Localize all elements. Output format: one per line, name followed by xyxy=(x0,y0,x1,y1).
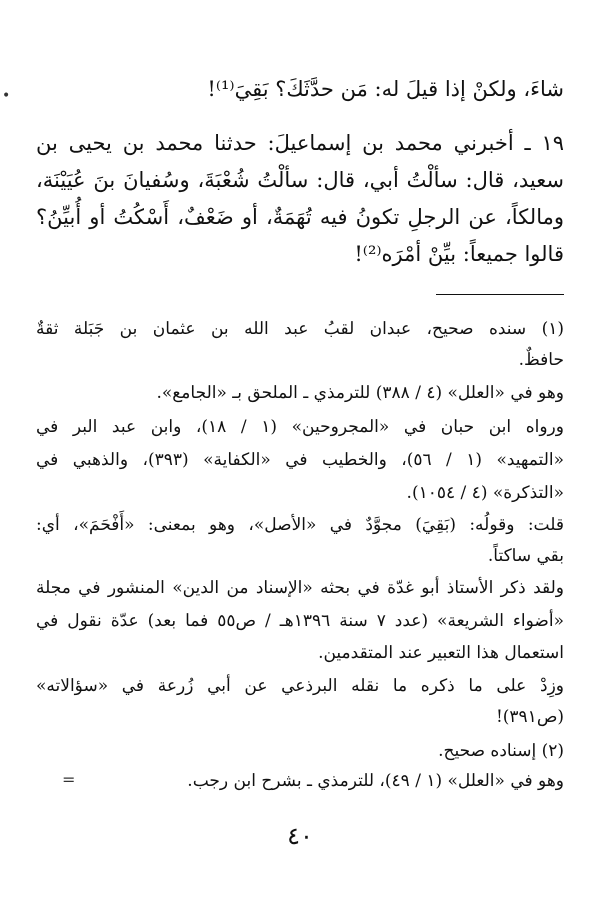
margin-mark-top: • xyxy=(2,88,11,104)
body-line-2: ١٩ ـ أخبرني محمد بن إسماعيلَ: حدثنا محمد بن يحيى بن xyxy=(36,131,564,155)
footnote-separator xyxy=(436,294,564,295)
footnote-line-4: ورواه ابن حبان في «المجروحين» (١ / ١٨)، وابن عبد البر في xyxy=(36,417,564,437)
body-line-5: قالوا جميعاً: بيِّنْ أمْرَه⁽²⁾! xyxy=(354,242,564,266)
footnote-line-2: حافظٌ. xyxy=(518,350,564,370)
body-line-4: ومالكاً، عن الرجلِ تكونُ فيه تُهَمَةٌ، أو ضَعْفٌ، أَسْكُتُ أو أُبيِّنُ؟ xyxy=(36,205,564,229)
page-number: ٤٠ xyxy=(287,822,313,850)
footnote-line-1: (١) سنده صحيح، عبدان لقبُ عبد الله بن عثمان بن جَبَلة ثقةٌ xyxy=(36,319,564,339)
footnote-line-14: (٢) إسناده صحيح. xyxy=(438,741,564,761)
footnote-line-5: «التمهيد» (١ / ٥٦)، والخطيب في «الكفاية» (٣٩٣)، والذهبي في xyxy=(36,450,564,470)
body-line-1: شاءَ، ولكنْ إذا قيلَ له: مَن حدَّثَكَ؟ بَقِيَ⁽¹⁾! xyxy=(207,77,564,101)
footnote-line-7: قلت: وقولُه: (بَقِيَ) مجوَّدٌ في «الأصل»، وهو بمعنى: «أَفْحَمَ»، أي: xyxy=(36,515,564,535)
footnote-line-10: «أضواء الشريعة» (عدد ٧ سنة ١٣٩٦هـ / ص٥٥ فما بعد) عدّة نقول في xyxy=(36,611,564,631)
footnote-line-11: استعمال هذا التعبير عند المتقدمين. xyxy=(318,643,564,663)
footnote-line-12: وزِدْ على ما ذكره ما نقله البرذعي عن أبي زُرعة في «سؤالاته» xyxy=(36,676,564,696)
footnote-line-13: (ص٣٩١)! xyxy=(495,707,564,727)
footnote-line-8: بقي ساكتاً. xyxy=(487,546,564,566)
footnote-line-9: ولقد ذكر الأستاذ أبو غدّة في بحثه «الإسناد من الدين» المنشور في مجلة xyxy=(36,578,564,598)
margin-mark-bottom: = xyxy=(62,770,76,789)
footnote-line-3: وهو في «العلل» (٤ / ٣٨٨) للترمذي ـ الملحق بـ «الجامع». xyxy=(156,383,564,403)
footnote-line-15: وهو في «العلل» (١ / ٤٩)، للترمذي ـ بشرح ابن رجب. xyxy=(187,771,564,791)
footnote-line-6: «التذكرة» (٤ / ١٠٥٤). xyxy=(406,483,564,503)
body-line-3: سعيد، قال: سألْتُ أبي، قال: سألْتُ شُعْبَةَ، وسُفيانَ بنَ عُيَيْنَة، xyxy=(36,168,564,192)
